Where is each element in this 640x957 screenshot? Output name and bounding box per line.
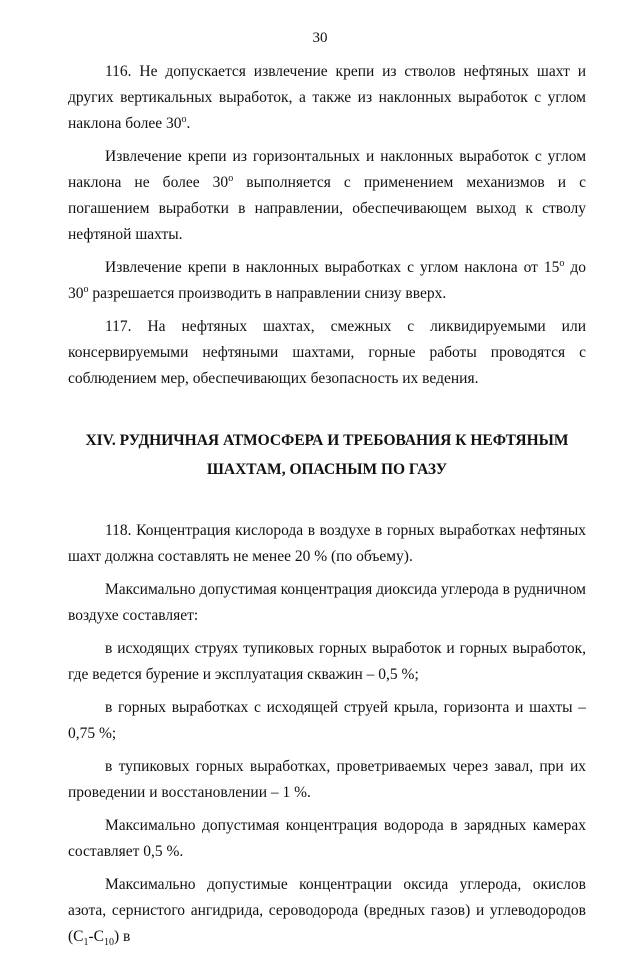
paragraph-harmful-gases xyxy=(68,872,586,950)
paragraph-text: Извлечение крепи в наклонных выработках с углом наклона от 15 xyxy=(105,259,560,276)
paragraph-text: разрешается производить в направлении снизу вверх. xyxy=(88,285,447,302)
paragraph-text: ) в xyxy=(114,928,131,945)
paragraph-hydrogen: Максимально допустимая концентрация водорода в зарядных камерах составляет 0,5 %. xyxy=(68,817,586,860)
paragraph-117: 117. На нефтяных шахтах, смежных с ликвидируемыми или консервируемыми нефтяными шахтами, горные работы проводятся с соблюдением мер, обеспечивающих безопасность их ведения. xyxy=(68,318,586,387)
paragraph-text: 116. Не допускается извлечение крепи из стволов нефтяных шахт и других вертикальных выработок, а также из наклонных выработок с углом наклона более 30 xyxy=(68,63,586,132)
paragraph-co2-wing: в горных выработках с исходящей струей крыла, горизонта и шахты – 0,75 %; xyxy=(68,699,586,742)
degree-mark: о xyxy=(228,172,234,184)
section-heading-line-1: XIV. РУДНИЧНАЯ АТМОСФЕРА И ТРЕБОВАНИЯ К НЕФТЯНЫМ xyxy=(85,432,569,449)
degree-mark: о xyxy=(559,257,565,269)
subscript: 10 xyxy=(104,937,114,949)
paragraph-extraction-inclined xyxy=(68,255,586,307)
paragraph-text: -С xyxy=(88,928,104,945)
paragraph-text: Максимально допустимые концентрации оксида углерода, окислов азота, сернистого ангидрида, сероводорода (вредных газов) и углеводородов (С xyxy=(68,876,586,945)
degree-mark: о xyxy=(83,283,89,295)
page-number: 30 xyxy=(312,30,328,46)
paragraph-text: до 30 xyxy=(68,259,586,302)
section-heading xyxy=(68,426,586,484)
paragraph-text: . xyxy=(186,115,191,132)
subscript: 1 xyxy=(83,937,89,949)
paragraph-118: 118. Концентрация кислорода в воздухе в горных выработках нефтяных шахт должна составлять не менее 20 % (по объему). xyxy=(68,522,586,565)
paragraph-text: Извлечение крепи из горизонтальных и наклонных выработок с углом наклона не более 30 xyxy=(68,148,586,191)
degree-mark: о xyxy=(181,113,187,125)
page-content xyxy=(68,59,586,957)
section-heading-line-2: ШАХТАМ, ОПАСНЫМ ПО ГАЗУ xyxy=(206,461,448,478)
paragraph-extraction-horizontal xyxy=(68,144,586,248)
paragraph-co2-dead-end: в исходящих струях тупиковых горных выработок и горных выработок, где ведется бурение и эксплуатация скважин – 0,5 %; xyxy=(68,640,586,683)
paragraph-co2-intro: Максимально допустимая концентрация диоксида углерода в рудничном воздухе составляет: xyxy=(68,581,586,624)
paragraph-co2-rubble: в тупиковых горных выработках, проветриваемых через завал, при их проведении и восстановлении – 1 %. xyxy=(68,758,586,801)
paragraph-116 xyxy=(68,59,586,137)
paragraph-text: выполняется с применением механизмов и с погашением выработки в направлении, обеспечивающем выход к стволу нефтяной шахты. xyxy=(68,174,587,243)
